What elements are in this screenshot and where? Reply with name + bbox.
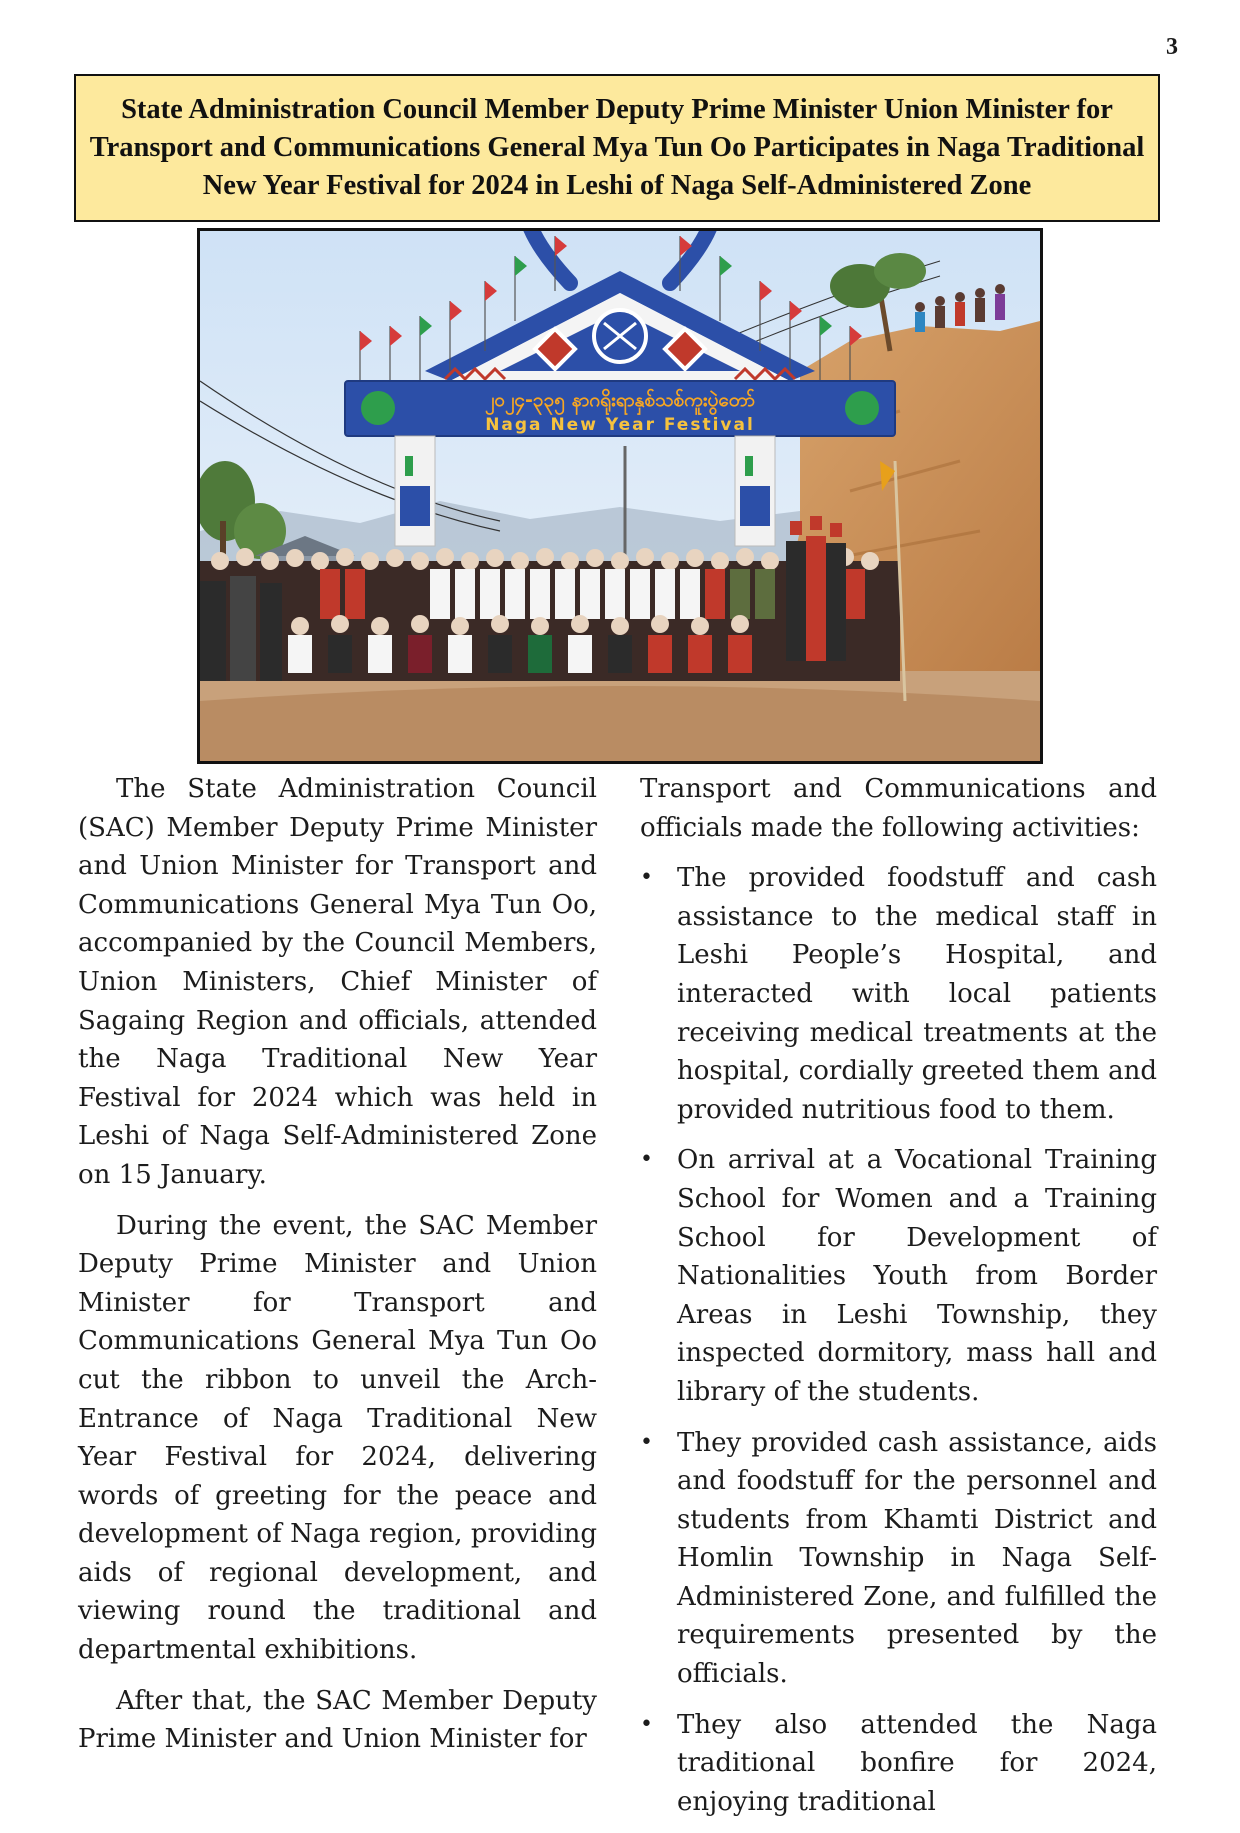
- headline: State Administration Council Member Deputy Prime Minister Union Minister for Transport and Communications General Mya Tun Oo Participates in Naga Traditional New Year Festival for 2024 in Leshi of Naga Self-Administered Zone: [89, 94, 1145, 201]
- right-column-lead: Transport and Communications and officials made the following activities:: [640, 774, 1157, 843]
- page-number: 3: [1166, 34, 1178, 60]
- list-item: [640, 1706, 1157, 1822]
- list-item-text: They also attended the Naga traditional bonfire for 2024, enjoying traditional: [677, 1709, 1157, 1817]
- bullet-icon: •: [640, 1429, 653, 1455]
- banner-english-text: Naga New Year Festival: [485, 415, 755, 435]
- bullet-icon: •: [640, 1147, 653, 1173]
- list-item: [640, 1424, 1157, 1694]
- list-item-text: The provided foodstuff and cash assistance to the medical staff in Leshi People’s Hospital, and interacted with local patients receiving medical treatments at the hospital, cordially greeted them and provided nutritious food to them.: [677, 863, 1157, 1125]
- bullet-icon: •: [640, 1711, 653, 1737]
- list-item-text: They provided cash assistance, aids and foodstuff for the personnel and students from Khamti District and Homlin Township in Naga Self-Administered Zone, and fulfilled the requirements presented by the officials.: [677, 1427, 1157, 1690]
- banner-myanmar-text: ၂၀၂၄-၃၃၅ နာဂရိုးရာနှစ်သစ်ကူးပွဲတော်: [485, 389, 755, 411]
- left-column: [78, 770, 597, 1771]
- paragraph-3: After that, the SAC Member Deputy Prime Minister and Union Minister for: [78, 1685, 597, 1755]
- list-item: [640, 1141, 1157, 1411]
- headline-box: [74, 74, 1160, 222]
- right-column: [640, 770, 1157, 1833]
- list-item: [640, 859, 1157, 1129]
- list-item-text: On arrival at a Vocational Training School for Women and a Training School for Development of Nationalities Youth from Border Areas in Leshi Township, they inspected dormitory, mass hall and library of the students.: [677, 1145, 1157, 1407]
- bullet-icon: •: [640, 865, 653, 891]
- paragraph-1: The State Administration Council (SAC) Member Deputy Prime Minister and Union Minister for Transport and Communications General Mya Tun Oo, accompanied by the Council Members, Union Ministers, Chief Minister of Sagaing Region and officials, attended the Naga Traditional New Year Festival for 2024 which was held in Leshi of Naga Self-Administered Zone on 15 January.: [78, 774, 597, 1190]
- festival-photo: [197, 228, 1043, 764]
- festival-photo-illustration: [200, 231, 1040, 761]
- paragraph-2: During the event, the SAC Member Deputy Prime Minister and Union Minister for Transport and Communications General Mya Tun Oo cut the ribbon to unveil the Arch-Entrance of Naga Traditional New Year Festival for 2024, delivering words of greeting for the peace and development of Naga region, providing aids of regional development, and viewing round the traditional and departmental exhibitions.: [78, 1210, 597, 1666]
- activities-list: [640, 859, 1157, 1821]
